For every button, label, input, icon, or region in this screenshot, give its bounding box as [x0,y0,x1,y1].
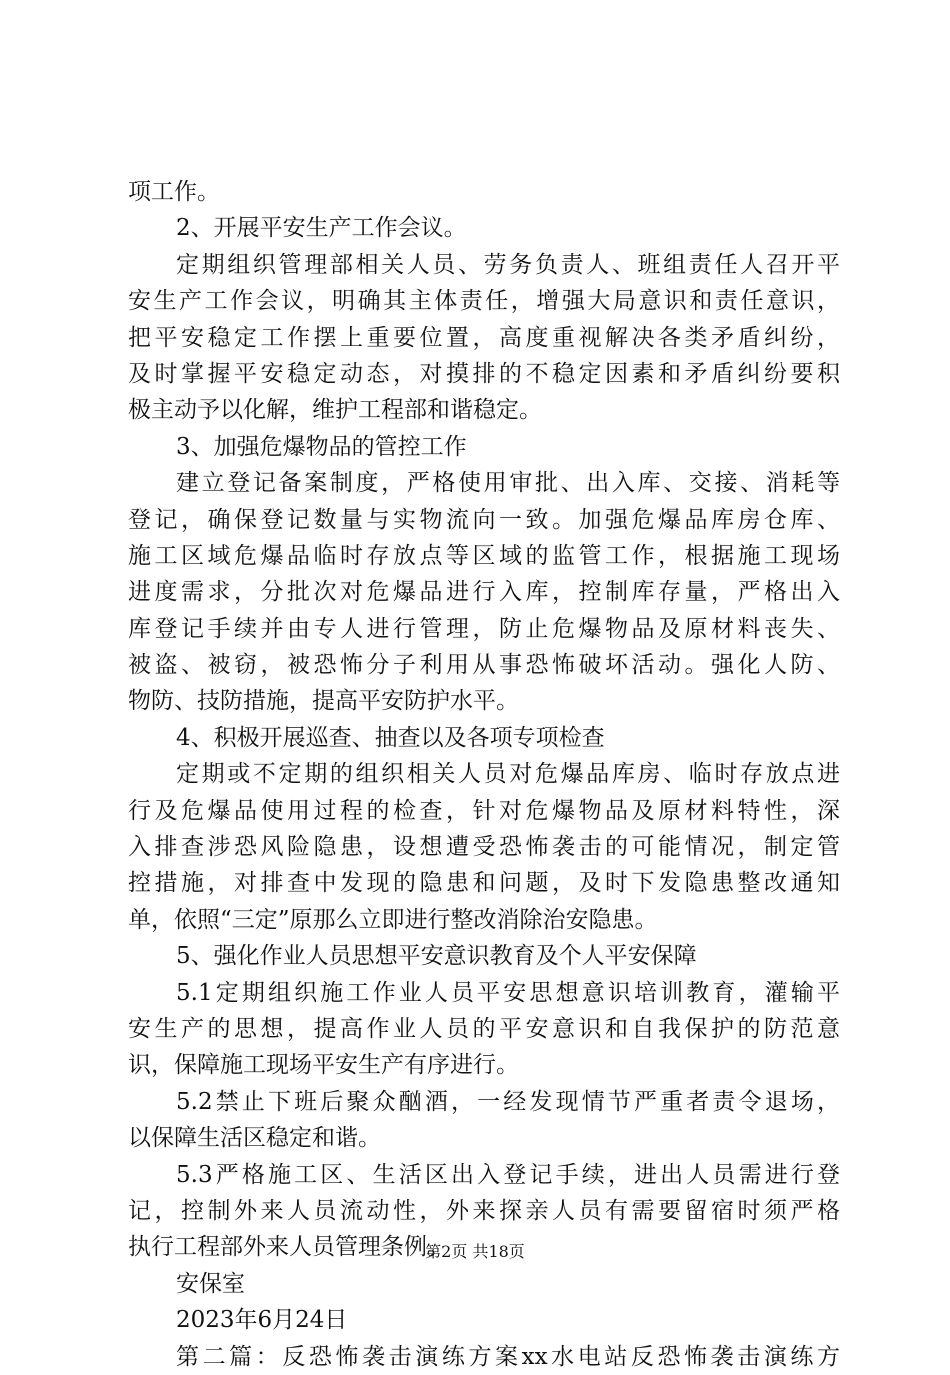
text-line: 单，依照“三定”原那么立即进行整改消除治安隐患。 [128,906,658,933]
page-footer: 第2页 共18页 [425,1242,525,1261]
text-line: 施工区域危爆品临时存放点等区域的监管工作，根据施工现场 [128,542,840,569]
text-line: 4、积极开展巡查、抽查以及各项专项检查 [176,724,605,751]
text-line: 行及危爆品使用过程的检查，针对危爆物品及原材料特性，深 [128,797,840,824]
text-line: 识，保障施工现场平安生产有序进行。 [128,1052,519,1079]
text-line: 及时掌握平安稳定动态，对摸排的不稳定因素和矛盾纠纷要积 [128,360,840,387]
text-line: 被盗、被窃，被恐怖分子利用从事恐怖破坏活动。强化人防、 [128,652,840,679]
text-line: 把平安稳定工作摆上重要位置，高度重视解决各类矛盾纠纷， [128,324,840,351]
text-line: 5、强化作业人员思想平安意识教育及个人平安保障 [176,943,697,970]
text-line: 5.3严格施工区、生活区出入登记手续，进出人员需进行登 [176,1161,840,1188]
text-line: 2023年6月24日 [176,1307,348,1334]
text-line: 3、加强危爆物品的管控工作 [176,433,467,460]
text-line: 2、开展平安生产工作会议。 [176,215,467,242]
text-line: 物防、技防措施，提高平安防护水平。 [128,688,519,715]
text-line: 5.1定期组织施工作业人员平安思想意识培训教育，灌输平 [176,979,840,1006]
text-line: 登记，确保登记数量与实物流向一致。加强危爆品库房仓库、 [128,506,840,533]
text-line: 安生产的思想，提高作业人员的平安意识和自我保护的防范意 [128,1015,840,1042]
text-line: 记，控制外来人员流动性，外来探亲人员有需要留宿时须严格 [128,1197,840,1224]
text-line: 定期或不定期的组织相关人员对危爆品库房、临时存放点进 [176,761,840,788]
text-line: 以保障生活区稳定和谐。 [128,1125,381,1152]
text-line: 执行工程部外来人员管理条例。 [128,1234,450,1261]
text-line: 进度需求，分批次对危爆品进行入库，控制库存量，严格出入 [128,579,840,606]
text-line: 第二篇：反恐怖袭击演练方案xx水电站反恐怖袭击演练方 [176,1343,840,1370]
text-line: 入排查涉恐风险隐患，设想遭受恐怖袭击的可能情况，制定管 [128,834,840,861]
text-line: 项工作。 [128,179,220,205]
text-line: 安生产工作会议，明确其主体责任，增强大局意识和责任意识， [128,288,840,315]
text-line: 定期组织管理部相关人员、劳务负责人、班组责任人召开平 [176,251,840,278]
document-body [128,174,840,1375]
text-line: 建立登记备案制度，严格使用审批、出入库、交接、消耗等 [176,470,840,497]
text-line: 库登记手续并由专人进行管理，防止危爆物品及原材料丧失、 [128,615,840,642]
text-line: 5.2禁止下班后聚众酗酒，一经发现情节严重者责令退场， [176,1088,840,1115]
text-line: 安保室 [176,1270,245,1297]
text-line: 控措施，对排查中发现的隐患和问题，及时下发隐患整改通知 [128,870,840,897]
text-line: 极主动予以化解，维护工程部和谐稳定。 [128,397,542,424]
